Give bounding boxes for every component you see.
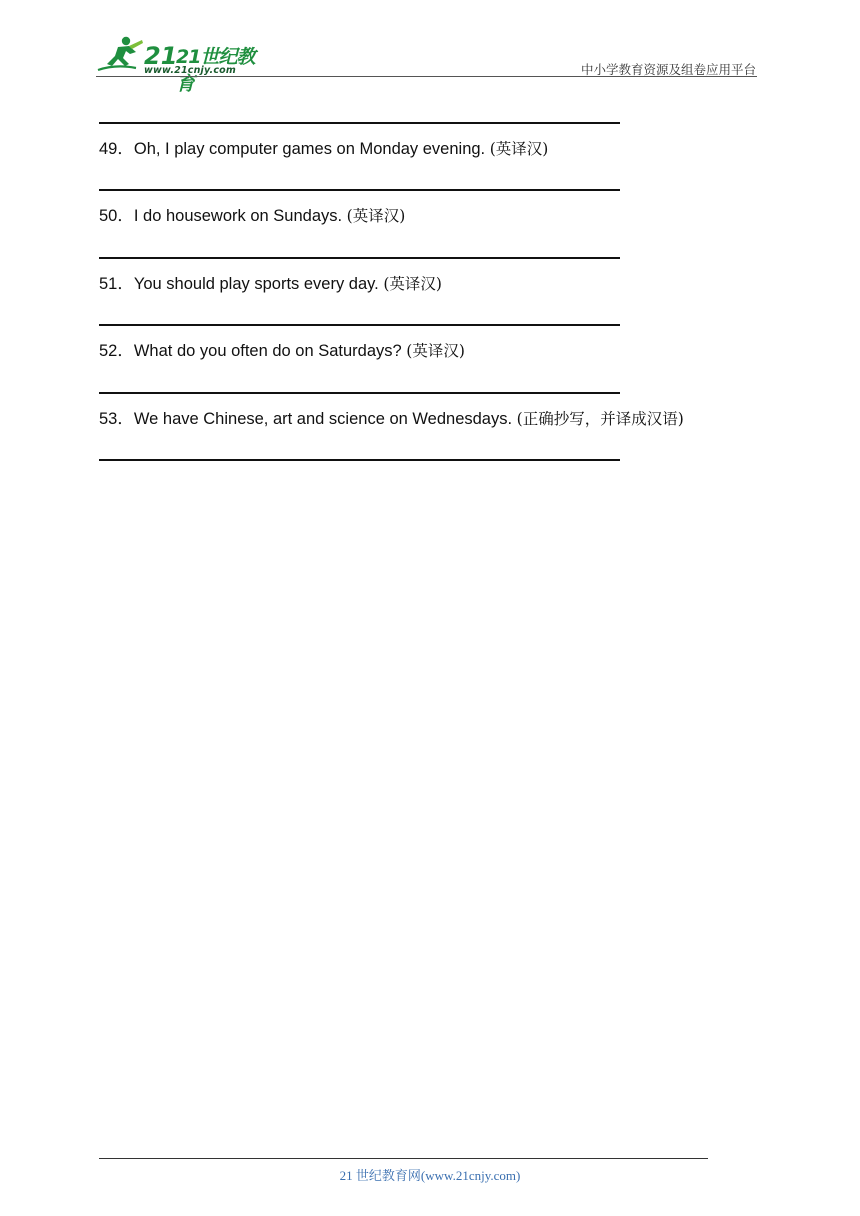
question-52 (99, 341, 465, 361)
footer-divider (99, 1158, 708, 1159)
question-text: We have Chinese, art and science on Wednesdays. (133, 410, 517, 428)
question-49 (99, 139, 548, 159)
question-number: 51． (99, 275, 134, 293)
question-number: 50． (99, 207, 134, 225)
answer-line[interactable] (99, 189, 620, 191)
header-divider (96, 76, 757, 77)
question-text: You should play sports every day. (133, 275, 384, 293)
logo-url-text: www.21cnjy.com (144, 65, 236, 76)
question-50 (99, 206, 405, 226)
answer-line[interactable] (99, 392, 620, 394)
question-number: 49． (99, 140, 134, 158)
question-instruction: (英译汉) (489, 140, 549, 158)
question-51 (99, 274, 442, 294)
question-instruction: (正确抄写，并译成汉语) (516, 410, 684, 428)
question-instruction: (英译汉) (406, 342, 465, 360)
question-text: I do housework on Sundays. (133, 207, 347, 225)
logo-brand-text: 21世纪教育 (176, 46, 255, 95)
footer-link[interactable]: 21 世纪教育网(www.21cnjy.com) (339, 1168, 521, 1183)
answer-line[interactable] (99, 459, 620, 461)
question-number: 53． (99, 410, 134, 428)
answer-line[interactable] (99, 324, 620, 326)
question-instruction: (英译汉) (346, 207, 406, 225)
site-tagline: 中小学教育资源及组卷应用平台 (580, 62, 756, 77)
svg-text:21: 21 (144, 42, 178, 70)
answer-line[interactable] (99, 257, 620, 259)
question-text: What do you often do on Saturdays? (133, 342, 407, 360)
question-53 (99, 409, 684, 429)
question-text: Oh, I play computer games on Monday evening. (133, 140, 490, 158)
answer-line (99, 122, 620, 124)
question-number: 52． (99, 342, 134, 360)
question-instruction: (英译汉) (383, 275, 442, 293)
site-logo (96, 34, 258, 95)
